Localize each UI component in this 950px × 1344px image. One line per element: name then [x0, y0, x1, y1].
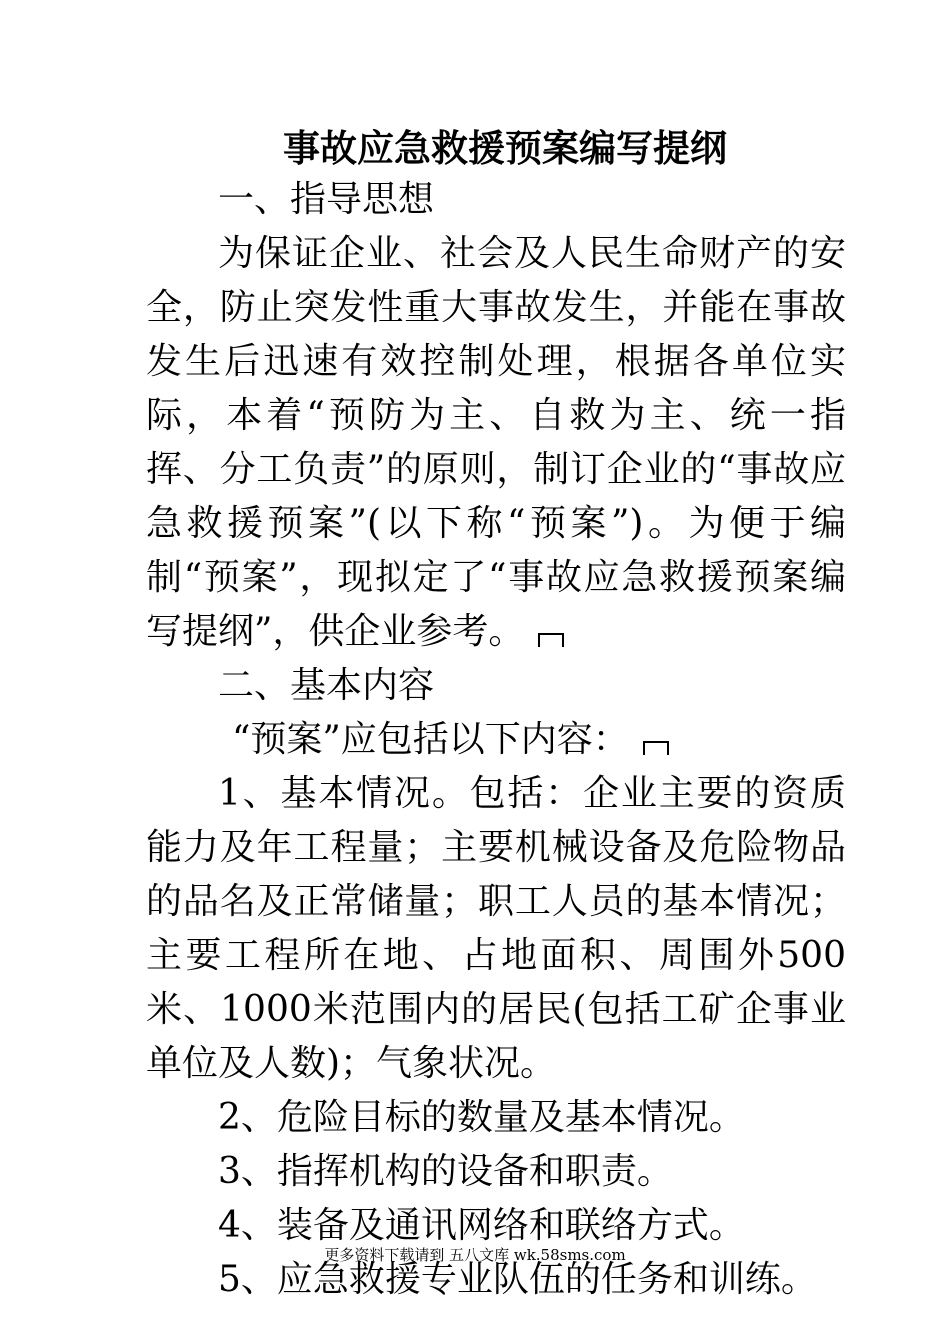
document-body [146, 173, 846, 1307]
document-title: 事故应急救援预案编写提纲 [283, 126, 727, 170]
paragraph-text: “预案”应包括以下内容： [232, 719, 629, 760]
list-item: 2、危险目标的数量及基本情况。 [218, 1097, 745, 1138]
paragraph-intro [146, 713, 846, 767]
list-item: 3、指挥机构的设备和职责。 [218, 1151, 673, 1192]
list-item: 1、基本情况。包括：企业主要的资质能力及年工程量；主要机械设备及危险物品的品名及正常储量；职工人员的基本情况；主要工程所在地、占地面积、周围外500米、1000米范围内的居民(包括工矿企事业单位及人数)；气象状况。 [146, 773, 846, 1084]
paragraph-guiding-ideology [146, 227, 846, 659]
editor-mark-icon [643, 741, 669, 755]
section-heading-guiding-ideology: 一、指导思想 [218, 179, 435, 220]
section-heading-basic-content: 二、基本内容 [218, 665, 435, 706]
editor-mark-icon [538, 633, 564, 647]
list-item: 5、应急救援专业队伍的任务和训练。 [218, 1259, 817, 1300]
paragraph-text: 为保证企业、社会及人民生命财产的安全，防止突发性重大事故发生，并能在事故发生后迅速有效控制处理，根据各单位实际，本着“预防为主、自救为主、统一指挥、分工负责”的原则，制订企业的“事故应急救援预案”(以下称“预案”)。为便于编制“预案”，现拟定了“事故应急救援预案编写提纲”，供企业参考。 [146, 233, 846, 652]
page-footer: 更多资料下载请到 五八文库 wk.58sms.com [324, 1246, 626, 1264]
list-item: 4、装备及通讯网络和联络方式。 [218, 1205, 745, 1246]
